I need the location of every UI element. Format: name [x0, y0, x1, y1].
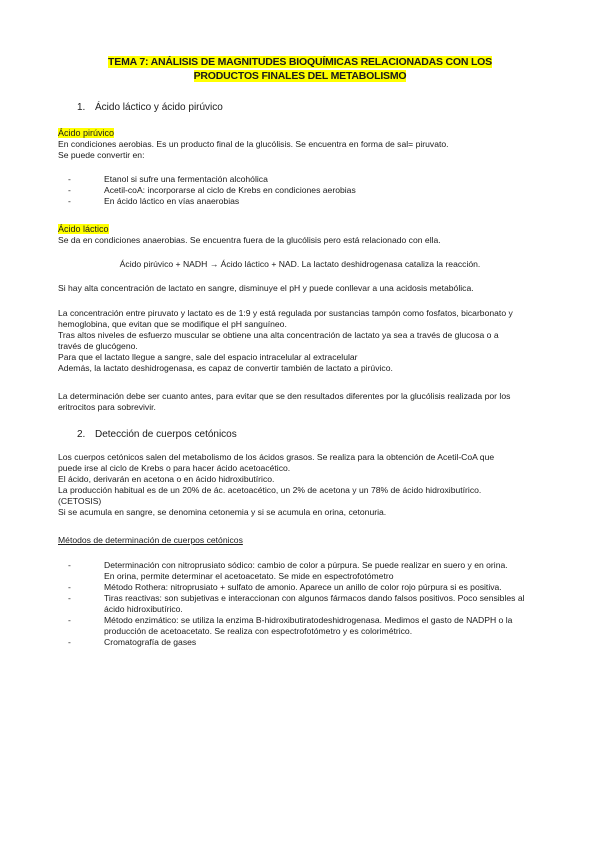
- text-line: En condiciones aerobias. Es un producto final de la glucólisis. Se encuentra en forma de sal= piruvato.: [58, 139, 449, 149]
- text-line: (CETOSIS): [58, 496, 102, 506]
- text-line: producción de acetoacetato. Se realiza con espectrofotómetro y es colorimétrico.: [104, 626, 413, 636]
- subheading-piruvico: [58, 127, 114, 139]
- page-title: [60, 55, 540, 83]
- list-item: [58, 593, 548, 615]
- section-title: Ácido láctico y ácido pirúvico: [95, 102, 223, 113]
- reaction-equation: Ácido pirúvico + NADH → Ácido láctico + NAD. La lactato deshidrogenasa cataliza la reacción.: [119, 259, 481, 269]
- text-line: ácido hidroxibutírico.: [104, 604, 183, 614]
- section-number: 1.: [77, 102, 86, 113]
- list-item: - En ácido láctico en vías anaerobias: [58, 196, 548, 207]
- text-line: La concentración entre piruvato y lactato es de 1:9 y está regulada por sustancias tampón como fosfatos, bicarbonato y: [58, 308, 513, 318]
- text-line: - Método Rothera: nitroprusiato + sulfato de amonio. Aparece un anillo de color rojo púrpura si es positiva.: [104, 582, 502, 592]
- list-item: [58, 560, 548, 582]
- text-line: El ácido, derivarán en acetona o en ácido hidroxibutírico.: [58, 474, 275, 484]
- text-line: La producción habitual es de un 20% de ác. acetoacético, un 2% de acetona y un 78% de ácido hidroxibutírico.: [58, 485, 482, 495]
- text-line: Además, la lactato deshidrogenasa, es capaz de convertir también de lactato a pirúvico.: [58, 363, 393, 373]
- page-title-line-2: PRODUCTOS FINALES DEL METABOLISMO: [193, 70, 407, 82]
- paragraph-piruvico: [58, 139, 548, 161]
- list-methods: [58, 560, 548, 648]
- section-number: 2.: [77, 429, 86, 440]
- text-line: Los cuerpos cetónicos salen del metabolismo de los ácidos grasos. Se realiza para la obtención de Acetil-CoA que: [58, 452, 495, 462]
- subheading-lactico: [58, 223, 109, 235]
- text-line: puede irse al ciclo de Krebs o para hacer ácido acetoacético.: [58, 463, 291, 473]
- list-piruvico: [58, 174, 548, 207]
- text-line: - Método enzimático: se utiliza la enzima B-hidroxibutiratodeshidrogenasa. Medimos el gasto de NADPH o la: [104, 615, 513, 625]
- text-line: - Cromatografía de gases: [104, 637, 197, 647]
- subheading-text: Ácido láctico: [58, 224, 109, 234]
- text-line: Se da en condiciones anaerobias. Se encuentra fuera de la glucólisis pero está relacionado con ella.: [58, 235, 441, 245]
- text-line: La determinación debe ser cuanto antes, para evitar que se den resultados diferentes por la glucólisis realizada por los: [58, 391, 511, 401]
- text-line: - Tiras reactivas: son subjetivas e interaccionan con algunos fármacos dando falsos positivos. Poco sensibles al: [104, 593, 525, 603]
- methods-heading: Métodos de determinación de cuerpos cetónicos: [58, 535, 243, 545]
- text-line: Para que el lactato llegue a sangre, sale del espacio intracelular al extracelular: [58, 352, 358, 362]
- paragraph-lactico-acidosis: [58, 283, 548, 294]
- text-line: - Determinación con nitroprusiato sódico: cambio de color a púrpura. Se puede realizar en suero y en orina.: [104, 560, 508, 570]
- subheading-text: Ácido pirúvico: [58, 128, 115, 138]
- text-line: Si hay alta concentración de lactato en sangre, disminuye el pH y puede conllevar a una acidosis metabólica.: [58, 283, 474, 293]
- section-title: Detección de cuerpos cetónicos: [95, 429, 237, 440]
- paragraph-cetonicos: [58, 452, 548, 518]
- section-heading-2: [77, 428, 237, 441]
- section-heading-1: [77, 101, 223, 114]
- text-line: hemoglobina, que evitan que se modifique el pH sanguíneo.: [58, 319, 287, 329]
- text-line: Se puede convertir en:: [58, 150, 145, 160]
- page-title-line-1: TEMA 7: ANÁLISIS DE MAGNITUDES BIOQUÍMICAS RELACIONADAS CON LOS: [108, 56, 492, 68]
- list-item: - Acetil-coA: incorporarse al ciclo de Krebs en condiciones aerobias: [58, 185, 548, 196]
- list-item: [58, 637, 548, 648]
- paragraph-lactico-determination: [58, 391, 548, 413]
- list-item: [58, 615, 548, 637]
- list-item: - Etanol si sufre una fermentación alcohólica: [58, 174, 548, 185]
- text-line: través de glucógeno.: [58, 341, 138, 351]
- text-line: En orina, permite determinar el acetoacetato. Se mide en espectrofotómetro: [104, 571, 394, 581]
- text-line: Si se acumula en sangre, se denomina cetonemia y si se acumula en orina, cetonuria.: [58, 507, 387, 517]
- text-line: Tras altos niveles de esfuerzo muscular se obtiene una alta concentración de lactato ya sea a través de glucosa o a: [58, 330, 499, 340]
- text-line: eritrocitos para sobrevivir.: [58, 402, 156, 412]
- paragraph-lactico-intro: [58, 235, 548, 246]
- list-item: [58, 582, 548, 593]
- paragraph-lactico-regulation: [58, 308, 548, 374]
